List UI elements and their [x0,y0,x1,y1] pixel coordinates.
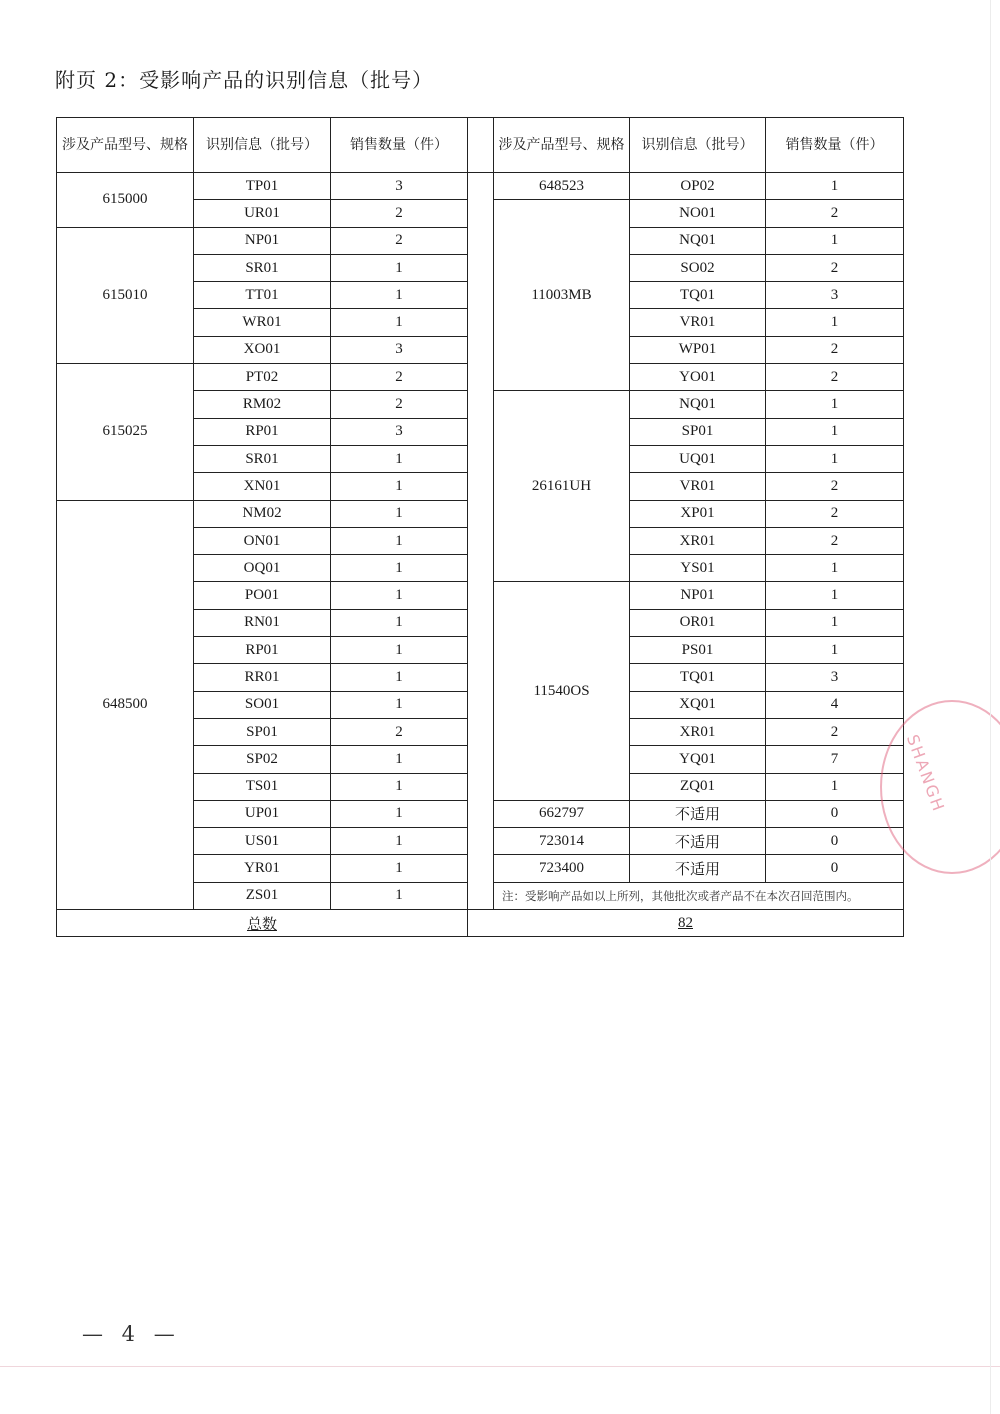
left-lot-cell: YR01 [194,855,331,882]
right-qty-cell: 3 [766,282,904,309]
page-number: — 4 — [82,1322,181,1346]
right-model-cell: 648523 [494,173,630,200]
column-separator [468,828,494,855]
left-qty-cell: 1 [331,773,468,800]
column-separator [468,746,494,773]
left-qty-cell: 3 [331,173,468,200]
left-qty-cell: 1 [331,582,468,609]
right-qty-cell: 1 [766,555,904,582]
left-lot-cell: SO01 [194,691,331,718]
left-lot-cell: SP01 [194,718,331,745]
affected-products-table [56,117,904,937]
column-separator [468,582,494,609]
right-lot-cell: TQ01 [630,664,766,691]
right-lot-cell: XQ01 [630,691,766,718]
left-lot-cell: OQ01 [194,555,331,582]
right-lot-cell: SO02 [630,254,766,281]
right-qty-cell: 1 [766,173,904,200]
column-separator [468,418,494,445]
page-title: 附页 2：受影响产品的识别信息（批号） [55,68,434,92]
column-separator [468,664,494,691]
left-lot-cell: XO01 [194,336,331,363]
left-lot-cell: TT01 [194,282,331,309]
column-separator [468,173,494,200]
left-lot-cell: ON01 [194,527,331,554]
left-qty-cell: 1 [331,800,468,827]
left-qty-cell: 1 [331,555,468,582]
bottom-edge-line [0,1366,1000,1367]
right-qty-cell: 1 [766,391,904,418]
right-qty-cell: 1 [766,309,904,336]
right-lot-cell: SP01 [630,418,766,445]
left-qty-cell: 1 [331,254,468,281]
left-qty-cell: 1 [331,637,468,664]
left-lot-cell: UP01 [194,800,331,827]
column-separator [468,200,494,227]
left-qty-cell: 1 [331,527,468,554]
column-separator [468,800,494,827]
right-model-cell: 26161UH [494,391,630,582]
right-lot-cell: 不适用 [630,828,766,855]
right-model-cell: 723400 [494,855,630,882]
header-lot: 识别信息（批号） [630,118,766,173]
left-qty-cell: 1 [331,664,468,691]
left-lot-cell: TP01 [194,173,331,200]
right-model-cell: 723014 [494,828,630,855]
total-value: 82 [468,910,904,937]
table-row [57,500,904,527]
left-lot-cell: NM02 [194,500,331,527]
right-model-cell: 662797 [494,800,630,827]
right-lot-cell: ZQ01 [630,773,766,800]
column-separator [468,336,494,363]
left-qty-cell: 2 [331,391,468,418]
column-separator [468,855,494,882]
left-model-cell: 615025 [57,364,194,500]
left-qty-cell: 1 [331,746,468,773]
right-lot-cell: WP01 [630,336,766,363]
left-lot-cell: NP01 [194,227,331,254]
right-model-cell: 11003MB [494,200,630,391]
header-model: 涉及产品型号、规格 [494,118,630,173]
left-qty-cell: 1 [331,882,468,909]
right-qty-cell: 1 [766,582,904,609]
left-qty-cell: 1 [331,609,468,636]
left-lot-cell: PT02 [194,364,331,391]
left-lot-cell: SR01 [194,254,331,281]
right-qty-cell: 1 [766,445,904,472]
left-qty-cell: 1 [331,282,468,309]
right-lot-cell: PS01 [630,637,766,664]
right-qty-cell: 1 [766,773,904,800]
right-qty-cell: 2 [766,364,904,391]
right-lot-cell: XR01 [630,527,766,554]
column-separator [468,445,494,472]
left-lot-cell: TS01 [194,773,331,800]
right-lot-cell: VR01 [630,309,766,336]
total-label: 总数 [57,910,468,937]
right-qty-cell: 0 [766,800,904,827]
right-lot-cell: YS01 [630,555,766,582]
right-lot-cell: XR01 [630,718,766,745]
right-lot-cell: 不适用 [630,800,766,827]
left-qty-cell: 1 [331,309,468,336]
total-row [57,910,904,937]
left-lot-cell: RP01 [194,418,331,445]
column-separator [468,718,494,745]
stamp-text: SHANGH [903,731,950,816]
right-lot-cell: 不适用 [630,855,766,882]
note-cell: 注：受影响产品如以上所列，其他批次或者产品不在本次召回范围内。 [494,882,904,909]
left-qty-cell: 2 [331,227,468,254]
right-qty-cell: 2 [766,200,904,227]
right-lot-cell: UQ01 [630,445,766,472]
header-qty: 销售数量（件） [331,118,468,173]
table-row [57,227,904,254]
right-qty-cell: 2 [766,527,904,554]
right-qty-cell: 4 [766,691,904,718]
left-qty-cell: 3 [331,336,468,363]
right-lot-cell: NQ01 [630,391,766,418]
right-qty-cell: 2 [766,473,904,500]
left-qty-cell: 2 [331,364,468,391]
right-qty-cell: 7 [766,746,904,773]
column-separator [468,637,494,664]
column-separator [468,309,494,336]
left-lot-cell: RP01 [194,637,331,664]
right-lot-cell: TQ01 [630,282,766,309]
right-qty-cell: 0 [766,855,904,882]
left-model-cell: 648500 [57,500,194,909]
right-qty-cell: 0 [766,828,904,855]
header-model: 涉及产品型号、规格 [57,118,194,173]
column-separator [468,473,494,500]
column-separator [468,527,494,554]
right-qty-cell: 1 [766,637,904,664]
column-separator [468,254,494,281]
left-lot-cell: UR01 [194,200,331,227]
left-qty-cell: 2 [331,718,468,745]
right-qty-cell: 2 [766,254,904,281]
right-lot-cell: XP01 [630,500,766,527]
header-lot: 识别信息（批号） [194,118,331,173]
right-qty-cell: 2 [766,718,904,745]
right-qty-cell: 1 [766,418,904,445]
left-lot-cell: SR01 [194,445,331,472]
right-model-cell: 11540OS [494,582,630,800]
column-separator [468,500,494,527]
right-qty-cell: 2 [766,500,904,527]
column-separator [468,882,494,909]
left-qty-cell: 3 [331,418,468,445]
column-separator [468,227,494,254]
right-edge-line [990,0,991,1414]
right-lot-cell: NO01 [630,200,766,227]
column-separator [468,609,494,636]
left-qty-cell: 2 [331,200,468,227]
right-lot-cell: NP01 [630,582,766,609]
right-qty-cell: 1 [766,609,904,636]
left-lot-cell: SP02 [194,746,331,773]
right-qty-cell: 3 [766,664,904,691]
left-model-cell: 615000 [57,173,194,228]
column-separator [468,391,494,418]
left-lot-cell: US01 [194,828,331,855]
table-header-row [57,118,904,173]
column-separator [468,555,494,582]
table-row [57,364,904,391]
column-separator [468,691,494,718]
right-lot-cell: VR01 [630,473,766,500]
left-lot-cell: WR01 [194,309,331,336]
right-lot-cell: OP02 [630,173,766,200]
right-lot-cell: YO01 [630,364,766,391]
right-lot-cell: NQ01 [630,227,766,254]
left-lot-cell: ZS01 [194,882,331,909]
left-qty-cell: 1 [331,500,468,527]
left-lot-cell: RM02 [194,391,331,418]
right-lot-cell: YQ01 [630,746,766,773]
right-qty-cell: 1 [766,227,904,254]
left-qty-cell: 1 [331,828,468,855]
column-separator [468,773,494,800]
column-separator [468,364,494,391]
left-qty-cell: 1 [331,473,468,500]
column-separator [468,282,494,309]
left-lot-cell: PO01 [194,582,331,609]
left-qty-cell: 1 [331,855,468,882]
left-model-cell: 615010 [57,227,194,363]
left-lot-cell: RR01 [194,664,331,691]
right-qty-cell: 2 [766,336,904,363]
left-lot-cell: RN01 [194,609,331,636]
right-lot-cell: OR01 [630,609,766,636]
left-qty-cell: 1 [331,691,468,718]
table-row [57,173,904,200]
left-qty-cell: 1 [331,445,468,472]
left-lot-cell: XN01 [194,473,331,500]
column-separator [468,118,494,173]
header-qty: 销售数量（件） [766,118,904,173]
